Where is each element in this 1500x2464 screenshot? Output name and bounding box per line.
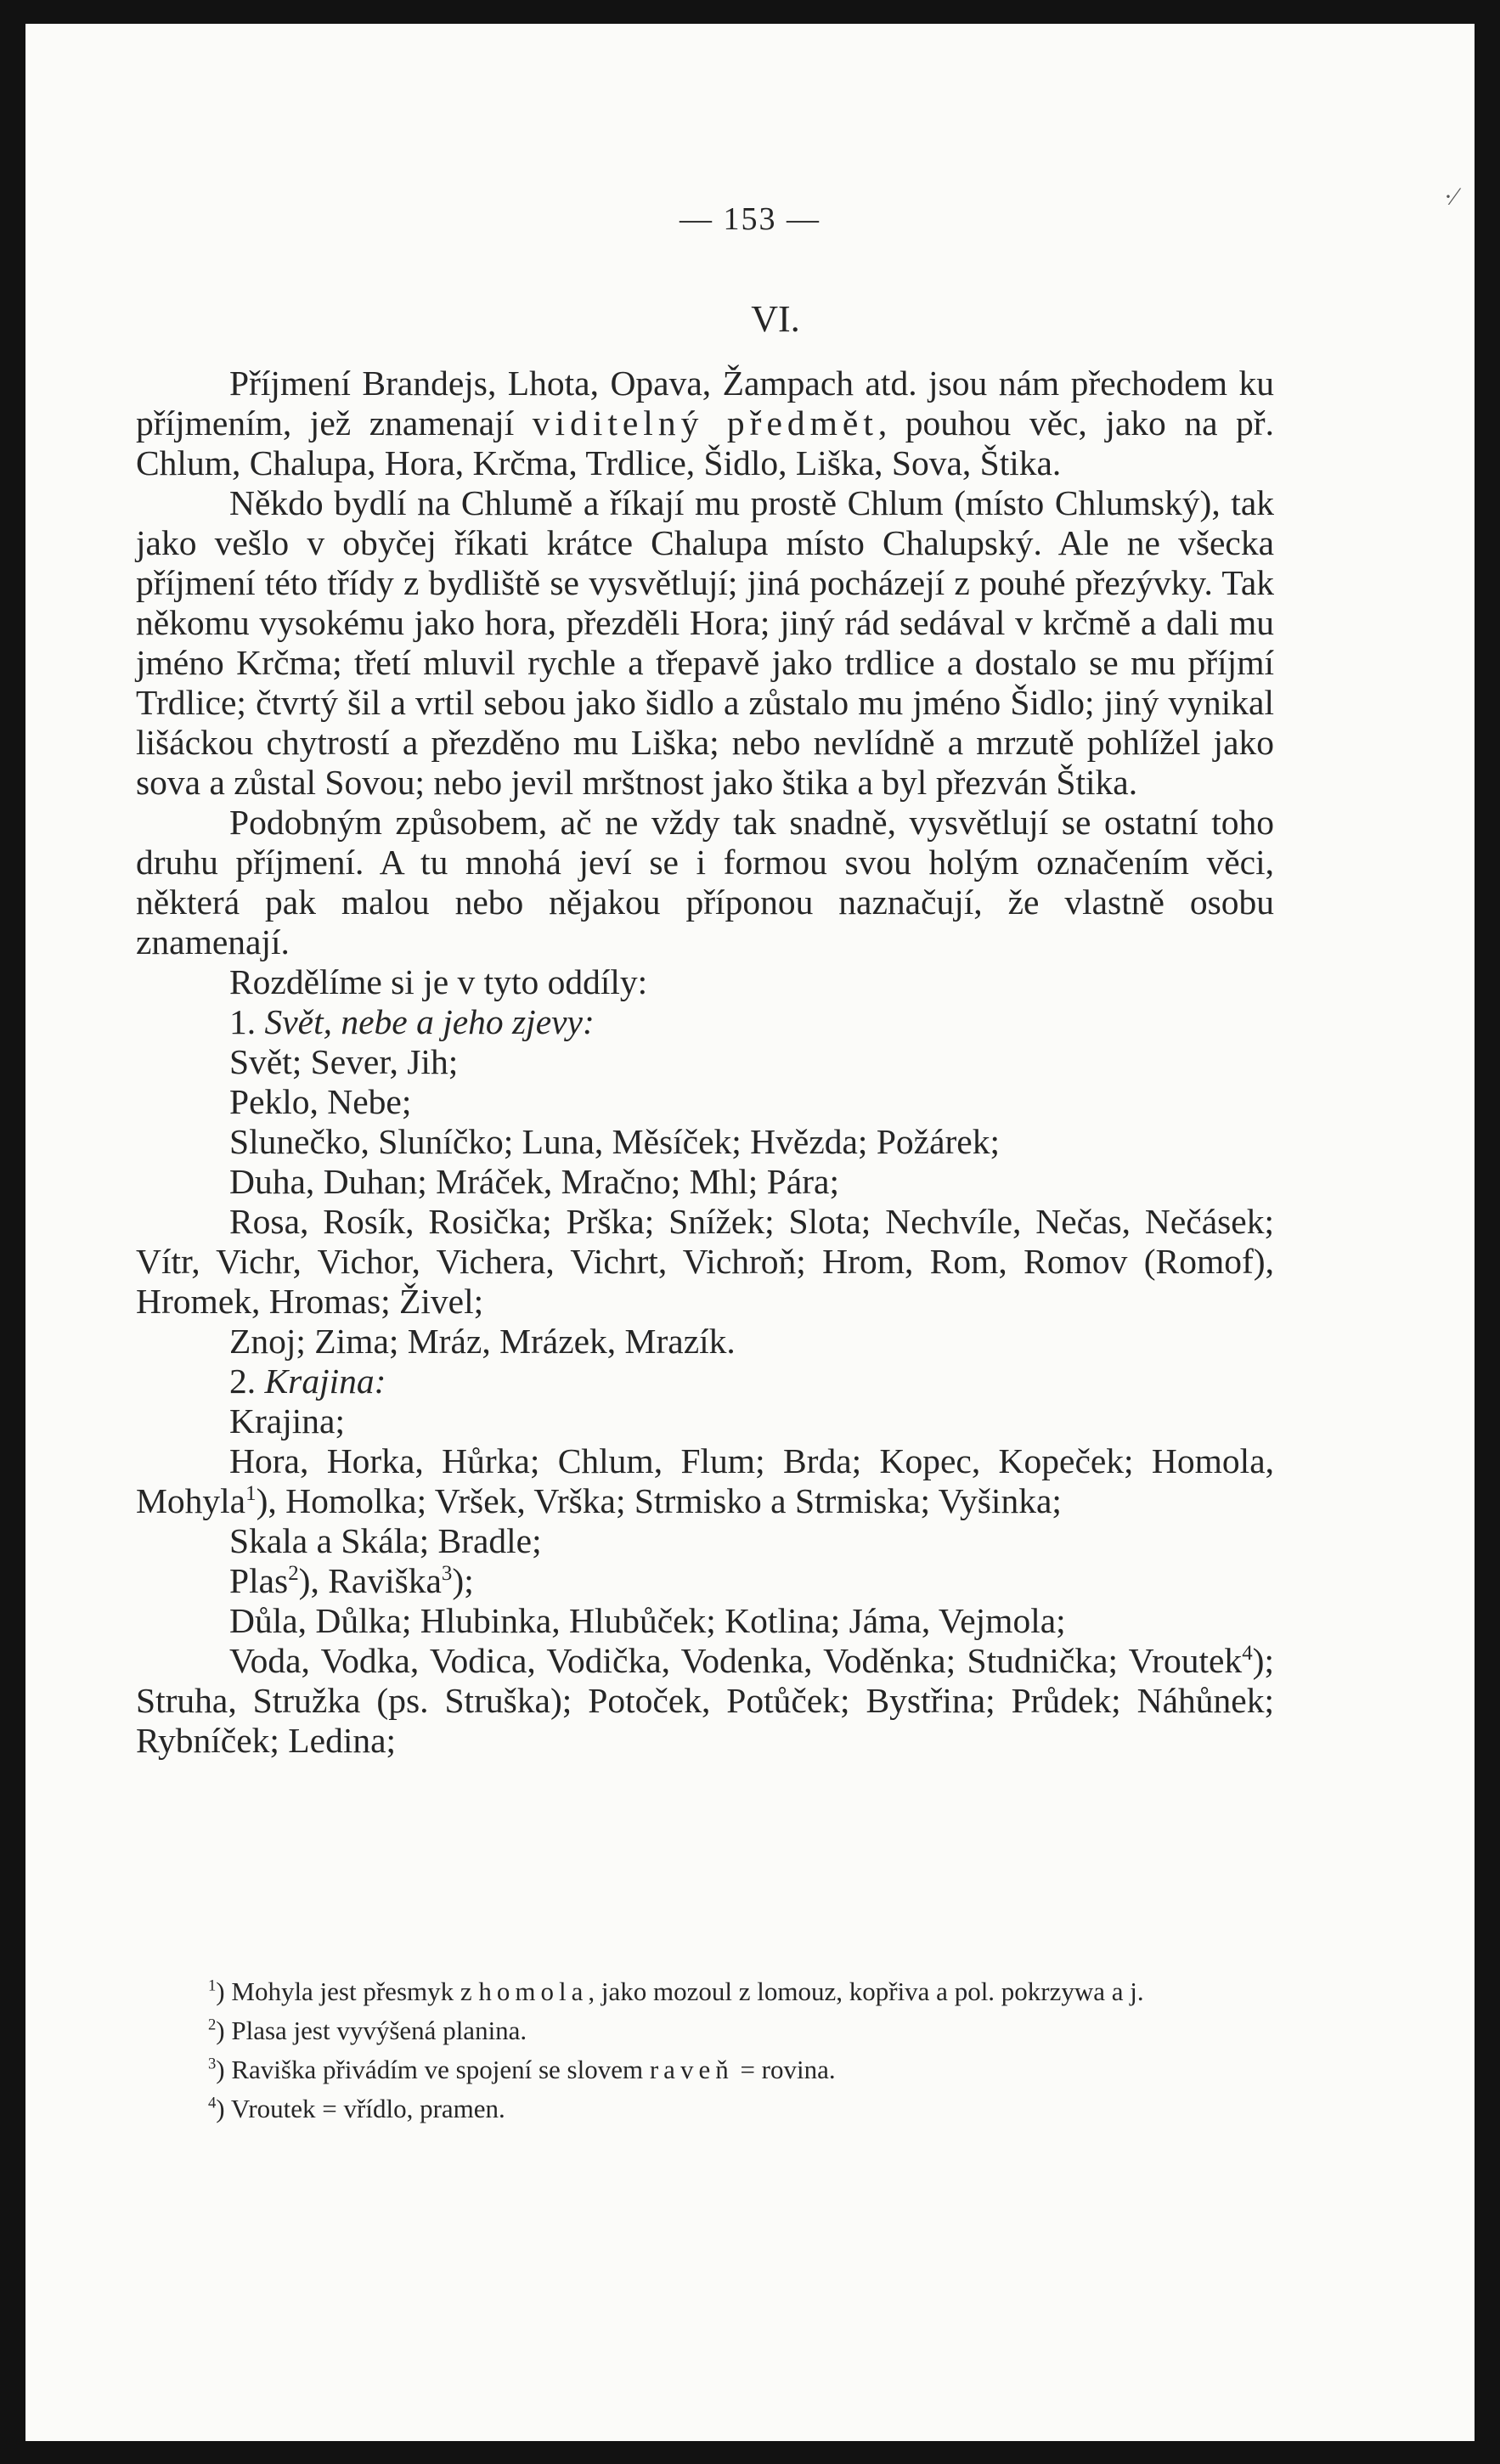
section-1-title: Svět, nebe a jeho zjevy: xyxy=(264,1002,595,1041)
paragraph-1-spaced-term: viditelný předmět xyxy=(532,403,878,443)
section-2-paragraph-start: Voda, Vodka, Vodica, Vodička, Vodenka, Voděnka; Studnička; Vroutek xyxy=(229,1641,1243,1680)
footnotes xyxy=(136,1975,1274,2131)
footnote: $^3$) Raviška přivádím ve spojení se slovem raveň = rovina. xyxy=(208,2055,836,2084)
chapter-heading: VI. xyxy=(751,298,800,340)
section-1-paragraph: Rosa, Rosík, Rosička; Prška; Snížek; Slota; Nechvíle, Nečas, Nečásek; Vítr, Vichr, Vichor, Vichera, Vichrt, Vichroň; Hrom, Rom, Romov (Romof), Hromek, Hromas; Živel; xyxy=(136,1202,1274,1321)
footnote-mark: 1 xyxy=(208,1976,217,1995)
section-2-paragraph-end: , Homolka; Vršek, Vrška; Strmisko a Strmiska; Vyšinka; xyxy=(268,1481,1062,1520)
footnote-text: Vroutek = vřídlo, pramen. xyxy=(230,2094,505,2123)
section-1-line: Peklo, Nebe; xyxy=(229,1082,412,1121)
footnote-spaced-term: raveň xyxy=(649,2055,734,2084)
paragraph-1-start: Příjmení Brandejs, Lhota, Opava, Žampach atd. jsou nám přechodem ku příjmením, jež znamenají xyxy=(136,364,1274,443)
footnote-text: , jako mozoul z lomouz, kopřiva a pol. pokrzywa a j. xyxy=(588,1976,1144,2006)
section-2-paragraph-start: Hora, Horka, Hůrka; Chlum, Flum; Brda; Kopec, Kopeček; Homola, Mohyla xyxy=(136,1441,1274,1520)
section-2-paragraph: Hora, Horka, Hůrka; Chlum, Flum; Brda; Kopec, Kopeček; Homola, Mohyla$^1$), Homolka; Vršek, Vrška; Strmisko a Strmiska; Vyšinka; xyxy=(136,1441,1274,1520)
footnote: $^1$) Mohyla jest přesmyk z homola, jako mozoul z lomouz, kopřiva a pol. pokrzywa a j. xyxy=(208,1976,1144,2006)
section-2-heading xyxy=(136,1362,1274,1401)
paragraph-1 xyxy=(136,364,1274,483)
section-2-paragraph-end: ; Struha, Stružka (ps. Struška); Potoček, Potůček; Bystřina; Průdek; Náhůnek; Rybníček; Ledina; xyxy=(136,1641,1274,1760)
section-1-line: Znoj; Zima; Mráz, Mrázek, Mrazík. xyxy=(229,1322,736,1361)
footnote-mark: 2 xyxy=(208,2016,217,2034)
footnote-ref[interactable]: 4 xyxy=(1242,1642,1253,1666)
section-2-line: Krajina; xyxy=(229,1401,345,1441)
section-1-heading xyxy=(136,1002,1274,1042)
section-2-term: Plas xyxy=(229,1561,289,1600)
footnote-text: = rovina. xyxy=(733,2055,836,2084)
paragraph-4: Rozdělíme si je v tyto oddíly: xyxy=(229,962,648,1001)
footnote: $^2$) Plasa jest vyvýšená planina. xyxy=(208,2016,527,2045)
footnote-spaced-term: homola xyxy=(478,1976,589,2006)
footnote-ref[interactable]: 2 xyxy=(288,1562,299,1586)
paragraph-3: Podobným způsobem, ač ne vždy tak snadně, vysvětlují se ostatní toho druhu příjmení. A tu mnohá jeví se i formou svou holým označením věci, některá pak malou nebo nějakou příponou naznačují, že vlastně osobu znamenají. xyxy=(136,803,1274,961)
footnote: $^4$) Vroutek = vřídlo, pramen. xyxy=(208,2094,505,2123)
section-2-line: Skala a Skála; Bradle; xyxy=(229,1521,542,1560)
section-1-line: Slunečko, Sluníčko; Luna, Měsíček; Hvězda; Požárek; xyxy=(229,1122,1001,1161)
footnote-text: Raviška přivádím ve spojení se slovem xyxy=(231,2055,650,2084)
footnote-text: Plasa jest vyvýšená planina. xyxy=(231,2016,527,2045)
section-2-punct: ; xyxy=(464,1561,474,1600)
page-number: — 153 — xyxy=(680,201,820,237)
section-2-line: Plas$^2$), Raviška$^3$); xyxy=(229,1561,474,1600)
margin-mark: ·⁄ xyxy=(1444,183,1457,211)
section-1-line: Svět; Sever, Jih; xyxy=(229,1042,459,1081)
body-text xyxy=(136,364,1274,1761)
section-1-line: Duha, Duhan; Mráček, Mračno; Mhl; Pára; xyxy=(229,1162,839,1201)
footnote-ref[interactable]: 3 xyxy=(441,1562,453,1586)
paragraph-1-end: , pouhou věc, jako na př. Chlum, Chalupa, Hora, Krčma, Trdlice, Šidlo, Liška, Sova, Štika. xyxy=(136,403,1274,482)
footnote-text: Mohyla jest přesmyk z xyxy=(231,1976,479,2006)
footnote-mark: 3 xyxy=(208,2055,217,2073)
footnote-ref[interactable]: 1 xyxy=(245,1482,257,1506)
paragraph-2: Někdo bydlí na Chlumě a říkají mu prostě Chlum (místo Chlumský), tak jako vešlo v obyčej říkati krátce Chalupa místo Chalupský. Ale ne všecka příjmení této třídy z bydliště se vysvětlují; jiná pocházejí z pouhé přezývky. Tak někomu vysokému jako hora, přezděli Hora; jiný rád sedával v krčmě a dali mu jméno Krčma; třetí mluvil rychle a třepavě jako trdlice a dostalo se mu příjmí Trdlice; čtvrtý šil a vrtil sebou jako šidlo a zůstalo mu jméno Šidlo; jiný vynikal lišáckou chytrostí a přezděno mu Liška; nebo nevlídně a mrzutě pohlížel jako sova a zůstal Sovou; nebo jevil mrštnost jako štika a byl přezván Štika. xyxy=(136,483,1274,802)
footnote-mark: 4 xyxy=(208,2094,217,2112)
section-2-number: 2. xyxy=(229,1362,257,1401)
section-2-term: , Raviška xyxy=(310,1561,442,1600)
section-2-paragraph: Voda, Vodka, Vodica, Vodička, Vodenka, Voděnka; Studnička; Vroutek$^4$); Struha, Stružka (ps. Struška); Potoček, Potůček; Bystřina; Průdek; Náhůnek; Rybníček; Ledina; xyxy=(136,1641,1274,1760)
section-1-number: 1. xyxy=(229,1002,257,1041)
section-2-line: Důla, Důlka; Hlubinka, Hlubůček; Kotlina; Jáma, Vejmola; xyxy=(229,1601,1066,1640)
section-2-title: Krajina: xyxy=(264,1362,386,1401)
